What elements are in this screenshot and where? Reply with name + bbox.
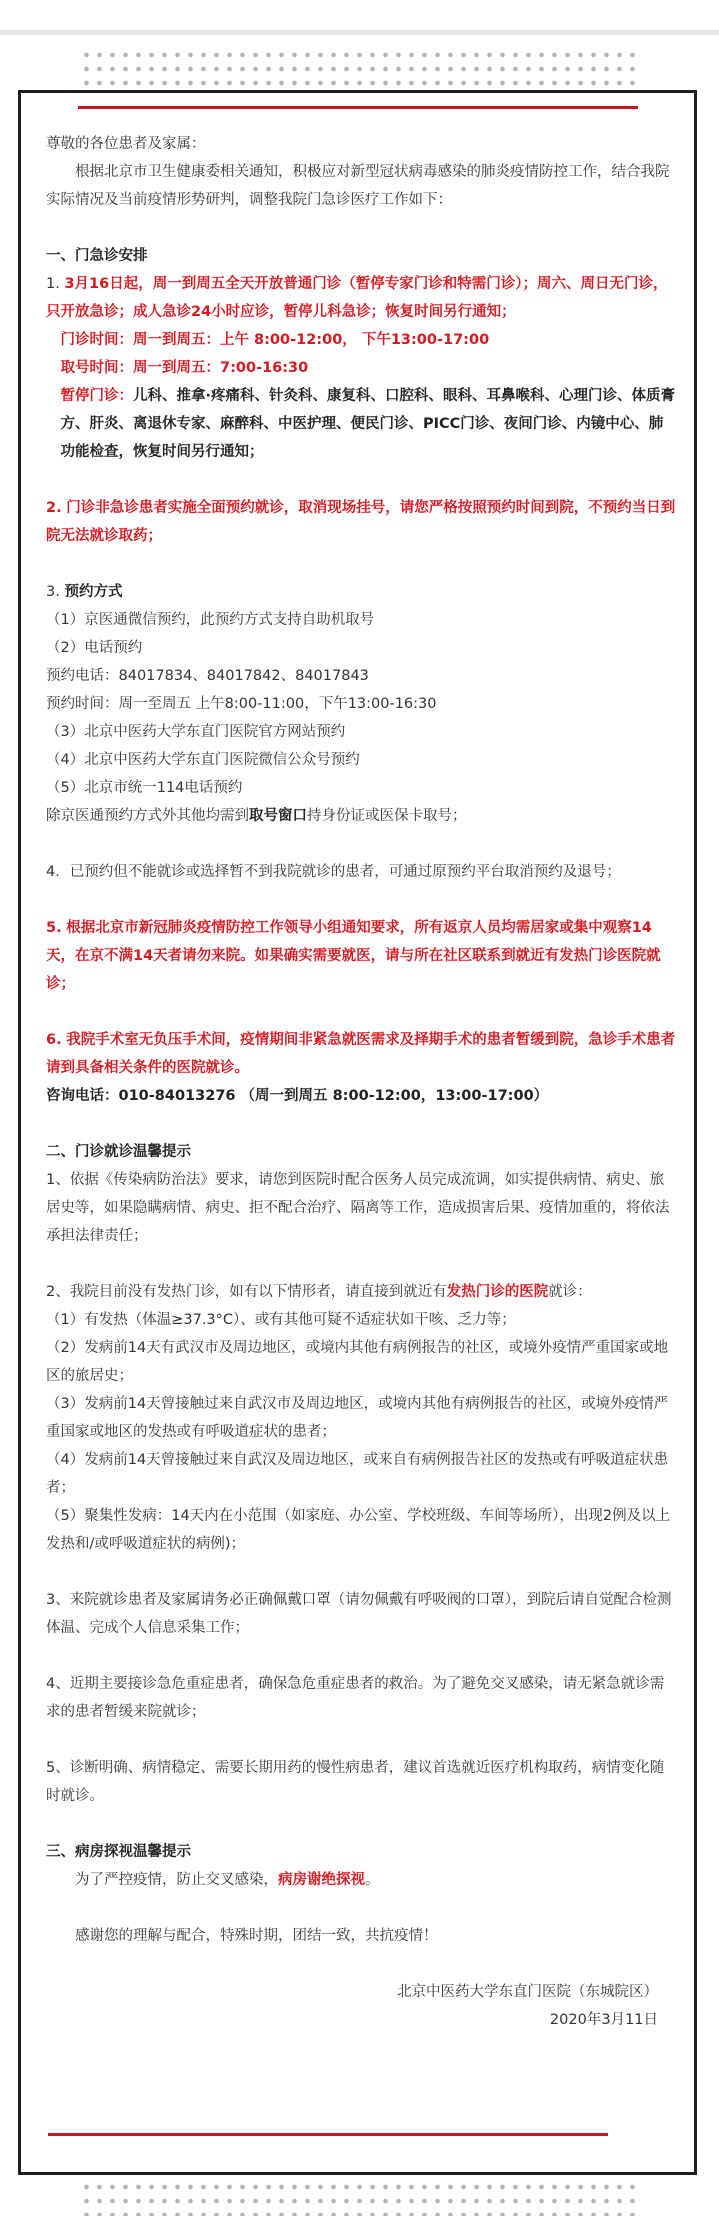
thanks-line: 感谢您的理解与配合，特殊时期，团结一致，共抗疫情！	[75, 1928, 438, 1944]
suspended-text: 儿科、推拿·疼痛科、针灸科、康复科、口腔科、眼科、耳鼻喉科、心理门诊、体质膏方、肝炎、离退休专家、麻醉科、中医护理、便民门诊、PICC门诊、夜间门诊、内镜中心、肺功能检查，恢复时间另行通知；	[60, 388, 676, 460]
tip-2: 2、我院目前没有发热门诊，如有以下情形者，请直接到就近有发热门诊的医院就诊：	[46, 1284, 592, 1300]
section-1-title: 一、门急诊安排	[46, 248, 148, 264]
item-6-text: 我院手术室无负压手术间，疫情期间非紧急就医需求及择期手术的患者暂缓到院，急诊手术患者请到具备相关条件的医院就诊。	[46, 1032, 676, 1076]
item-4: 4．已预约但不能就诊或选择暂不到我院就诊的患者，可通过原预约平台取消预约及退号；	[46, 864, 621, 880]
item-6-number: 6.	[46, 1032, 62, 1048]
no-visits-highlight: 病房谢绝探视	[278, 1872, 365, 1888]
intro-paragraph: 根据北京市卫生健康委相关通知，积极应对新型冠状病毒感染的肺炎疫情防控工作，结合我院实际情况及当前疫情形势研判，调整我院门急诊医疗工作如下：	[46, 164, 670, 208]
bottom-dot-pattern	[80, 2180, 640, 2216]
item-2-number: 2.	[46, 500, 62, 516]
item-3-heading	[46, 578, 676, 606]
item-5-text: 根据北京市新冠肺炎疫情防控工作领导小组通知要求，所有返京人员均需居家或集中观察14天，在京不满14天者请勿来院。如果确实需要就医，请与所在社区联系到就近有发热门诊医院就诊；	[46, 920, 661, 992]
item-2	[46, 494, 676, 550]
booking-line-5: （5）北京市统一114电话预约	[46, 780, 243, 796]
section-3-title: 三、病房探视温馨提示	[46, 1844, 191, 1860]
fever-clinic-highlight: 发热门诊的医院	[446, 1284, 549, 1300]
booking-phone: 预约电话：84017834、84017842、84017843	[46, 668, 369, 684]
booking-line-1: （1）京医通微信预约，此预约方式支持自助机取号	[46, 612, 375, 628]
tip-2-case-1: （1）有发热（体温≥37.3°C）、或有其他可疑不适症状如干咳、乏力等；	[46, 1312, 516, 1328]
item-2-text: 门诊非急诊患者实施全面预约就诊，取消现场挂号，请您严格按照预约时间到院，不预约当日到院无法就诊取药；	[46, 500, 676, 544]
item-1	[46, 270, 676, 326]
item-1-number: 1.	[46, 276, 60, 292]
tip-1: 1、依据《传染病防治法》要求，请您到医院时配合医务人员完成流调，如实提供病情、病史、旅居史等，如果隐瞒病情、病史、拒不配合治疗、隔离等工作，造成损害后果、疫情加重的，将依法承担法律责任；	[46, 1172, 670, 1244]
tip-2-case-5: （5）聚集性发病：14天内在小范围（如家庭、办公室、学校班级、车间等场所），出现2例及以上发热和/或呼吸道症状的病例)；	[46, 1508, 671, 1552]
registration-hours: 取号时间：周一到周五：7:00-16:30	[60, 360, 309, 376]
section-2-title: 二、门诊就诊温馨提示	[46, 1144, 191, 1160]
item-5	[46, 914, 676, 998]
top-divider-bar	[0, 30, 719, 35]
tip-2-case-3: （3）发病前14天曾接触过来自武汉市及周边地区，或境内其他有病例报告的社区，或境外疫情严重国家或地区的发热或有呼吸道症状的患者；	[46, 1396, 669, 1440]
booking-line-3: （3）北京中医药大学东直门医院官方网站预约	[46, 724, 346, 740]
tip-3: 3、来院就诊患者及家属请务必正确佩戴口罩（请勿佩戴有呼吸阀的口罩），到院后请自觉配合检测体温、完成个人信息采集工作；	[46, 1592, 672, 1636]
tip-5: 5、诊断明确、病情稳定、需要长期用药的慢性病患者，建议首选就近医疗机构取药，病情变化随时就诊。	[46, 1760, 665, 1804]
greeting: 尊敬的各位患者及家属：	[46, 136, 206, 152]
clinic-hours: 门诊时间：周一到周五：上午 8:00-12:00， 下午13:00-17:00	[60, 332, 490, 348]
top-red-rule	[78, 106, 638, 109]
booking-line-4: （4）北京中医药大学东直门医院微信公众号预约	[46, 752, 360, 768]
notice-content	[46, 130, 676, 2034]
consult-hotline: 咨询电话：010-84013276 （周一到周五 8:00-12:00，13:00-17:00）	[46, 1088, 549, 1104]
booking-line-2: （2）电话预约	[46, 640, 143, 656]
signature: 北京中医药大学东直门医院（东城院区）	[397, 1984, 658, 2000]
date: 2020年3月11日	[549, 2012, 658, 2028]
item-3-number: 3.	[46, 584, 60, 600]
top-dot-pattern	[80, 48, 640, 90]
booking-time: 预约时间：周一至周五 上午8:00-11:00，下午13:00-16:30	[46, 696, 437, 712]
suspended-label: 暂停门诊：	[60, 388, 133, 404]
tip-2-case-2: （2）发病前14天有武汉市及周边地区，或境内其他有病例报告的社区，或境外疫情严重国家或地区的旅居史；	[46, 1340, 669, 1384]
bottom-red-rule	[48, 2133, 608, 2136]
tip-2-case-4: （4）发病前14天曾接触过来自武汉及周边地区，或来自有病例报告社区的发热或有呼吸道症状患者；	[46, 1452, 669, 1496]
suspended-clinics	[46, 382, 676, 466]
item-1-text: 3月16日起，周一到周五全天开放普通门诊（暂停专家门诊和特需门诊）；周六、周日无门诊，只开放急诊；成人急诊24小时应诊，暂停儿科急诊；恢复时间另行通知；	[46, 276, 668, 320]
item-3-title: 预约方式	[64, 584, 123, 600]
item-6	[46, 1026, 676, 1082]
ward-visit-notice: 为了严控疫情，防止交叉感染，病房谢绝探视。	[75, 1872, 380, 1888]
booking-note: 除京医通预约方式外其他均需到取号窗口持身份证或医保卡取号；	[46, 808, 467, 824]
item-5-number: 5.	[46, 920, 62, 936]
ticket-window: 取号窗口	[249, 808, 307, 824]
tip-4: 4、近期主要接诊急危重症患者，确保急危重症患者的救治。为了避免交叉感染，请无紧急就诊需求的患者暂缓来院就诊；	[46, 1676, 665, 1720]
